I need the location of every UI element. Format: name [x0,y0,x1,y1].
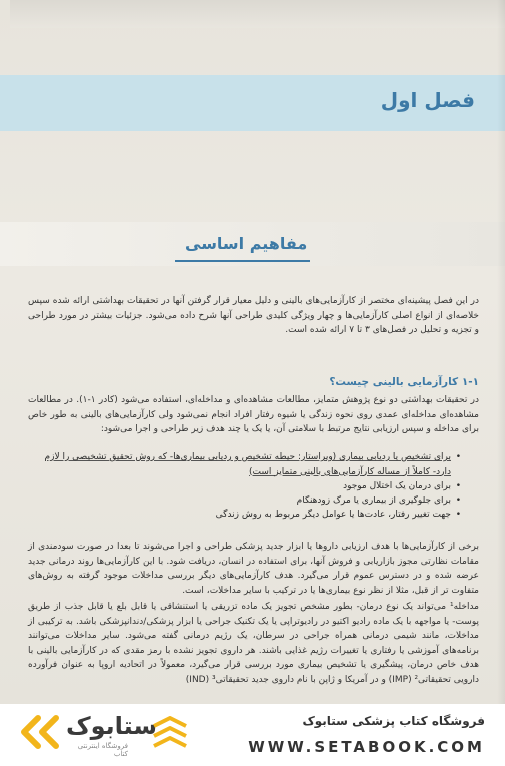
bullet-list [40,450,475,523]
logo-text: ستابوک [66,712,158,740]
chapter-title: فصل اول [380,88,475,112]
paragraph-2: برخی از کارآزمایی‌ها با هدف ارزیابی داروها یا ابزار جدید پزشکی طراحی و اجرا می‌شوند تا بعدا در صورت سودمندی از مقامات نظارتی مجوز بازاریابی و فروش آنها، برای استفاده در انسان، دریافت شود. با این کارآزمایی‌ها روند درمانی جدید عرضه شده و در دسترس عموم قرار می‌گیرد. هدف کارآزمایی‌های دیگر بررسی مداخلات موجود گرفته به روش‌های متفاوت تر از قبل، مثلا از نظر نوع بیماری‌ها یا در ترکیب با سایر مداخلات، است. [28,542,479,596]
shop-name: فروشگاه کتاب پزشکی ستابوک [302,714,485,728]
logo-chevron-icon [18,714,64,750]
shop-url-link[interactable]: WWW.SETABOOK.COM [248,738,485,756]
page-shadow [497,0,505,704]
intro-paragraph: در این فصل پیشینه‌ای مختصر از کارآزمایی‌های بالینی و دلیل معیار قرار گرفتن آنها در تحقیقات بهداشتی ارائه شده سپس خلاصه‌ای از انواع اصلی کارآزمایی‌ها و چهار ویژگی کلیدی طراحی آنها شرح داده می‌شود. جزئیات بیشتر در مورد طراحی و تجزیه و تحلیل در فصل‌های ۳ تا ۷ ارائه شده است. [28,296,479,335]
scan-edge [10,0,505,28]
logo-subtitle: فروشگاه اینترنتی کتاب [77,742,128,758]
section-underline [175,260,310,262]
bullet-item: • برای درمان یک اختلال موجود [40,479,461,494]
section-title: مفاهیم اساسی [185,234,308,253]
paragraph-3: مداخله¹ می‌تواند یک نوع درمان- بطور مشخص تجویز یک ماده تزریقی یا استنشاقی یا قابل بلع یا قابل جذب از طریق پوست- یا مواجهه با یک ماده رادیو اکتیو در رادیوتراپی یا یک تکنیک جراحی یا ابزار پزشکی/دندانپزشکی باشد. به ترکیبی از مداخلات، مانند شیمی درمانی همراه جراحی در سرطان، یک رژیم درمانی گفته می‌شود. سایر مداخلات می‌توانند برنامه‌های آموزشی یا رفتاری یا تغییرات رژیم غذایی باشند. هر داروی تجویز نشده با رمز مقدی که در کارآزمایی بالینی با هدف خاص درمان، پیشگیری یا تشخیص بیماری مورد بررسی قرار می‌گیرد، معمولاً در اتحادیه اروپا به عنوان فرآورده دارویی تحقیقاتی² (IMP) و در آمریکا و ژاپن با نام داروی جدید تحقیقاتی³ (IND) [28,602,479,685]
paragraph-1: در تحقیقات بهداشتی دو نوع پژوهش متمایز، مطالعات مشاهده‌ای و مداخله‌ای، استفاده می‌شود (کادر ۱-۱). در مطالعات مشاهده‌ای مداخله‌ای عمدی روی نحوه زندگی یا شیوه رفتار افراد انجام نمی‌شود ولی کارآزمایی‌های بالینی به طور خاص برای مداخله و سپس ارزیابی نتایج مرتبط با سلامتی آن، یا یک یا چند هدف زیر طراحی و اجرا می‌شود: [28,395,479,434]
bullet-item: • جهت تغییر رفتار، عادت‌ها یا عوامل دیگر مربوط به روش زندگی [40,508,461,523]
bullet-item: • برای جلوگیری از بیماری یا مرگ زودهنگام [40,494,461,509]
store-banner[interactable] [0,704,505,766]
stacked-chevrons-icon [150,716,190,756]
store-logo[interactable] [18,712,158,758]
bullet-item: • برای تشخیص یا ردیابی بیماری (ویراستار: حیطه تشخیص و ردیابی بیماری‌ها- که روش تحقیق تشخیصی را لازم دارد- کاملاً از مساله کارآزمایی‌های بالینی متمایز است) [40,450,461,479]
section-heading: ۱-۱ کارآزمایی بالینی چیست؟ [329,376,479,388]
